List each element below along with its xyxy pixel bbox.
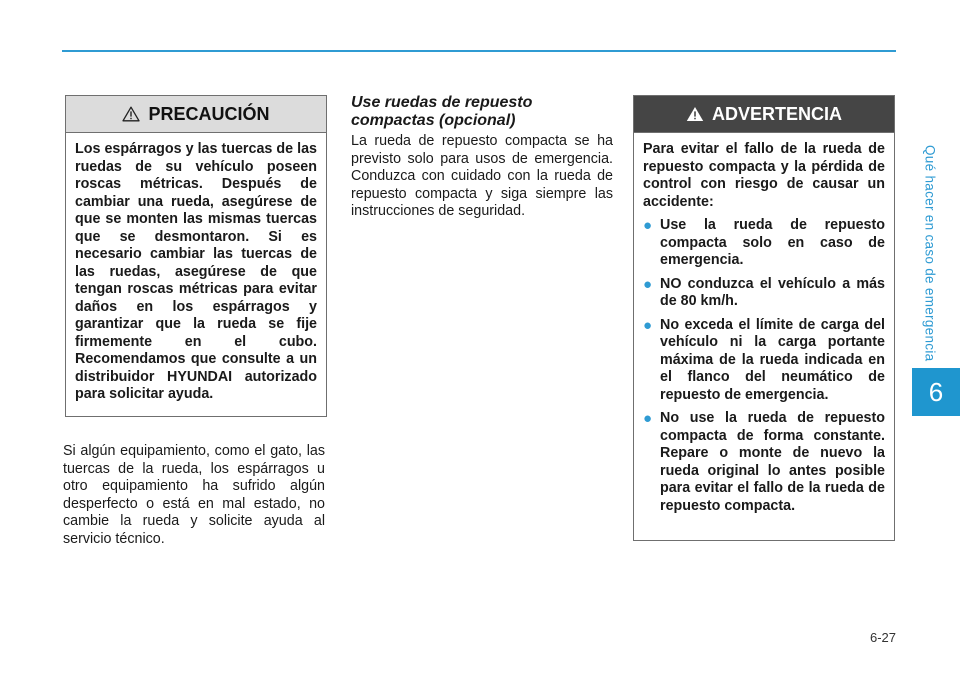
caution-title: PRECAUCIÓN <box>148 103 270 124</box>
warning-triangle-filled-icon <box>686 106 704 122</box>
warning-title: ADVERTENCIA <box>711 103 842 124</box>
warning-box <box>633 95 895 541</box>
caution-text: Los espárragos y las tuercas de las ruedas de su vehículo poseen roscas métricas. Después de cambiar una rueda, asegúrese de que se monten las mismas tuercas que se desmontaron. Si es necesario cambiar las tuercas de las ruedas, asegúrese de que tengan roscas métricas para evitar daños en los espárragos y garantizar que la rueda se fije firmemente en el cubo. Recomendamos que consulte a un distribuidor HYUNDAI autorizado para solicitar ayuda. <box>75 141 317 402</box>
caution-header <box>66 96 326 133</box>
caution-box <box>65 95 327 417</box>
warning-bullet <box>643 410 885 515</box>
top-rule <box>62 50 896 52</box>
warning-bullet-text: No exceda el límite de carga del vehículo ni la carga portante máxima de la rueda indicada en el flanco del neumático de repuesto de emergencia. <box>660 316 885 403</box>
section-heading <box>351 94 613 129</box>
page-number: 6-27 <box>869 630 896 645</box>
chapter-number-tab <box>912 368 960 416</box>
section-paragraph: La rueda de repuesto compacta se ha previsto solo para usos de emergencia. Conduzca con cuidado con la rueda de repuesto compacta y siga siempre las instrucciones de seguridad. <box>351 133 613 219</box>
section-heading-line1: Use ruedas de repuesto <box>351 94 533 111</box>
warning-bullet <box>643 276 885 311</box>
bullet-dot-icon: ● <box>643 410 653 427</box>
warning-body <box>634 133 894 527</box>
warning-bullet <box>643 217 885 270</box>
bullet-dot-icon: ● <box>643 217 653 234</box>
chapter-side-title <box>918 142 942 364</box>
chapter-title-text: Qué hacer en caso de emergencia <box>922 144 938 362</box>
warning-triangle-outline-icon <box>122 106 140 122</box>
warning-header <box>634 96 894 133</box>
bullet-dot-icon: ● <box>643 316 653 334</box>
section-heading-line2: compactas (opcional) <box>351 111 516 129</box>
caution-body <box>66 133 326 410</box>
warning-bullet-list <box>643 217 885 515</box>
warning-intro: Para evitar el fallo de la rueda de repuesto compacta y la pérdida de control con riesgo de causar un accidente: <box>643 141 885 210</box>
warning-bullet <box>643 317 885 405</box>
warning-bullet-text: NO conduzca el vehículo a más de 80 km/h. <box>660 275 885 309</box>
bullet-dot-icon: ● <box>643 275 653 293</box>
left-paragraph: Si algún equipamiento, como el gato, las tuercas de la rueda, los espárragos u otro equipamiento ha sufrido algún desperfecto o está en mal estado, no cambie la rueda y solicite ayuda al servicio técnico. <box>63 443 325 547</box>
warning-bullet-text: Use la rueda de repuesto compacta solo en caso de emergencia. <box>660 217 885 268</box>
chapter-number: 6 <box>928 376 944 407</box>
warning-bullet-text: No use la rueda de repuesto compacta de forma constante. Repare o monte de nuevo la rueda original lo antes posible para evitar el fallo de la rueda de repuesto compacta. <box>660 410 885 514</box>
